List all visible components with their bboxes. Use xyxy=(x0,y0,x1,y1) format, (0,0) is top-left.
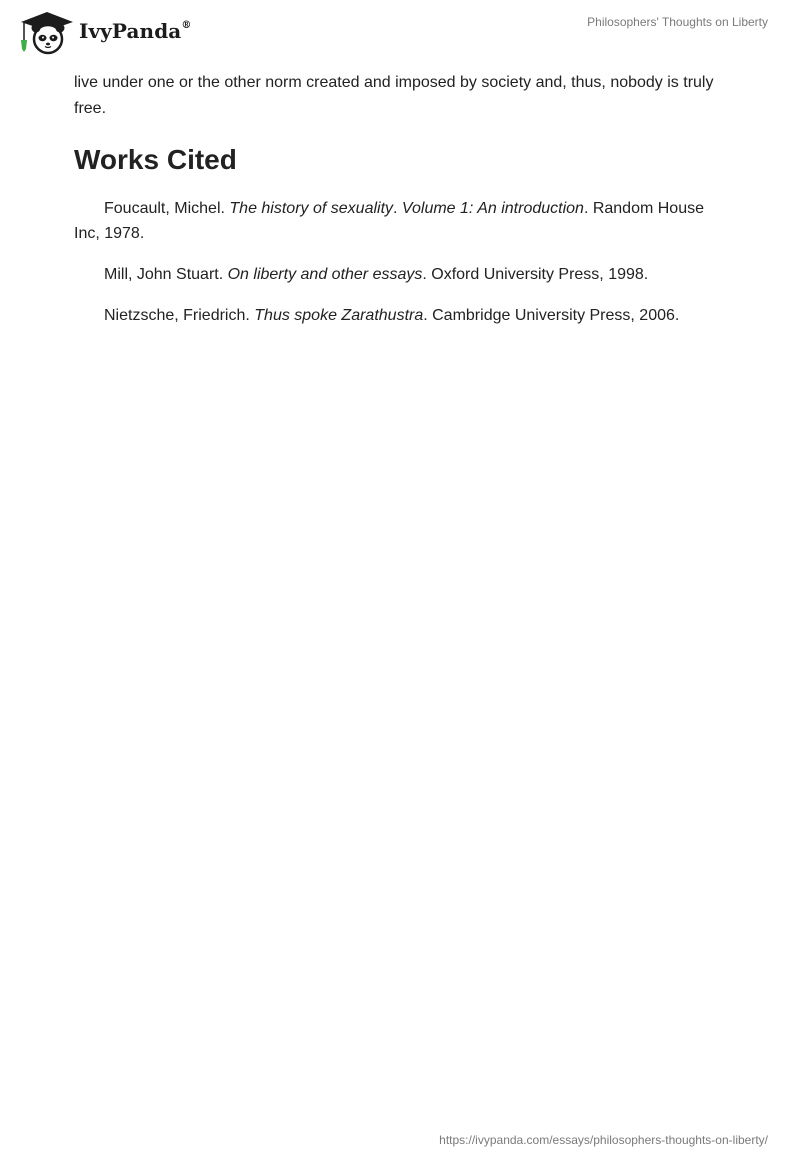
source-url-link[interactable]: https://ivypanda.com/essays/philosophers-thoughts-on-liberty/ xyxy=(439,1133,768,1147)
brand-name: IvyPanda® xyxy=(79,19,192,43)
reference-item: Foucault, Michel. The history of sexuality. Volume 1: An introduction. Random House Inc, 1978. xyxy=(74,200,704,242)
paragraph-continuation: live under one or the other norm created and imposed by society and, thus, nobody is truly free. xyxy=(74,74,714,117)
reference-item: Mill, John Stuart. On liberty and other essays. Oxford University Press, 1998. xyxy=(104,266,649,283)
panda-graduation-cap-icon xyxy=(15,8,75,56)
site-logo[interactable] xyxy=(15,8,205,56)
references-list xyxy=(74,196,734,328)
document-body xyxy=(74,70,734,344)
reference-item: Nietzsche, Friedrich. Thus spoke Zarathustra. Cambridge University Press, 2006. xyxy=(104,307,680,324)
document-title: Philosophers' Thoughts on Liberty xyxy=(587,15,768,29)
works-cited-heading: Works Cited xyxy=(74,144,237,175)
